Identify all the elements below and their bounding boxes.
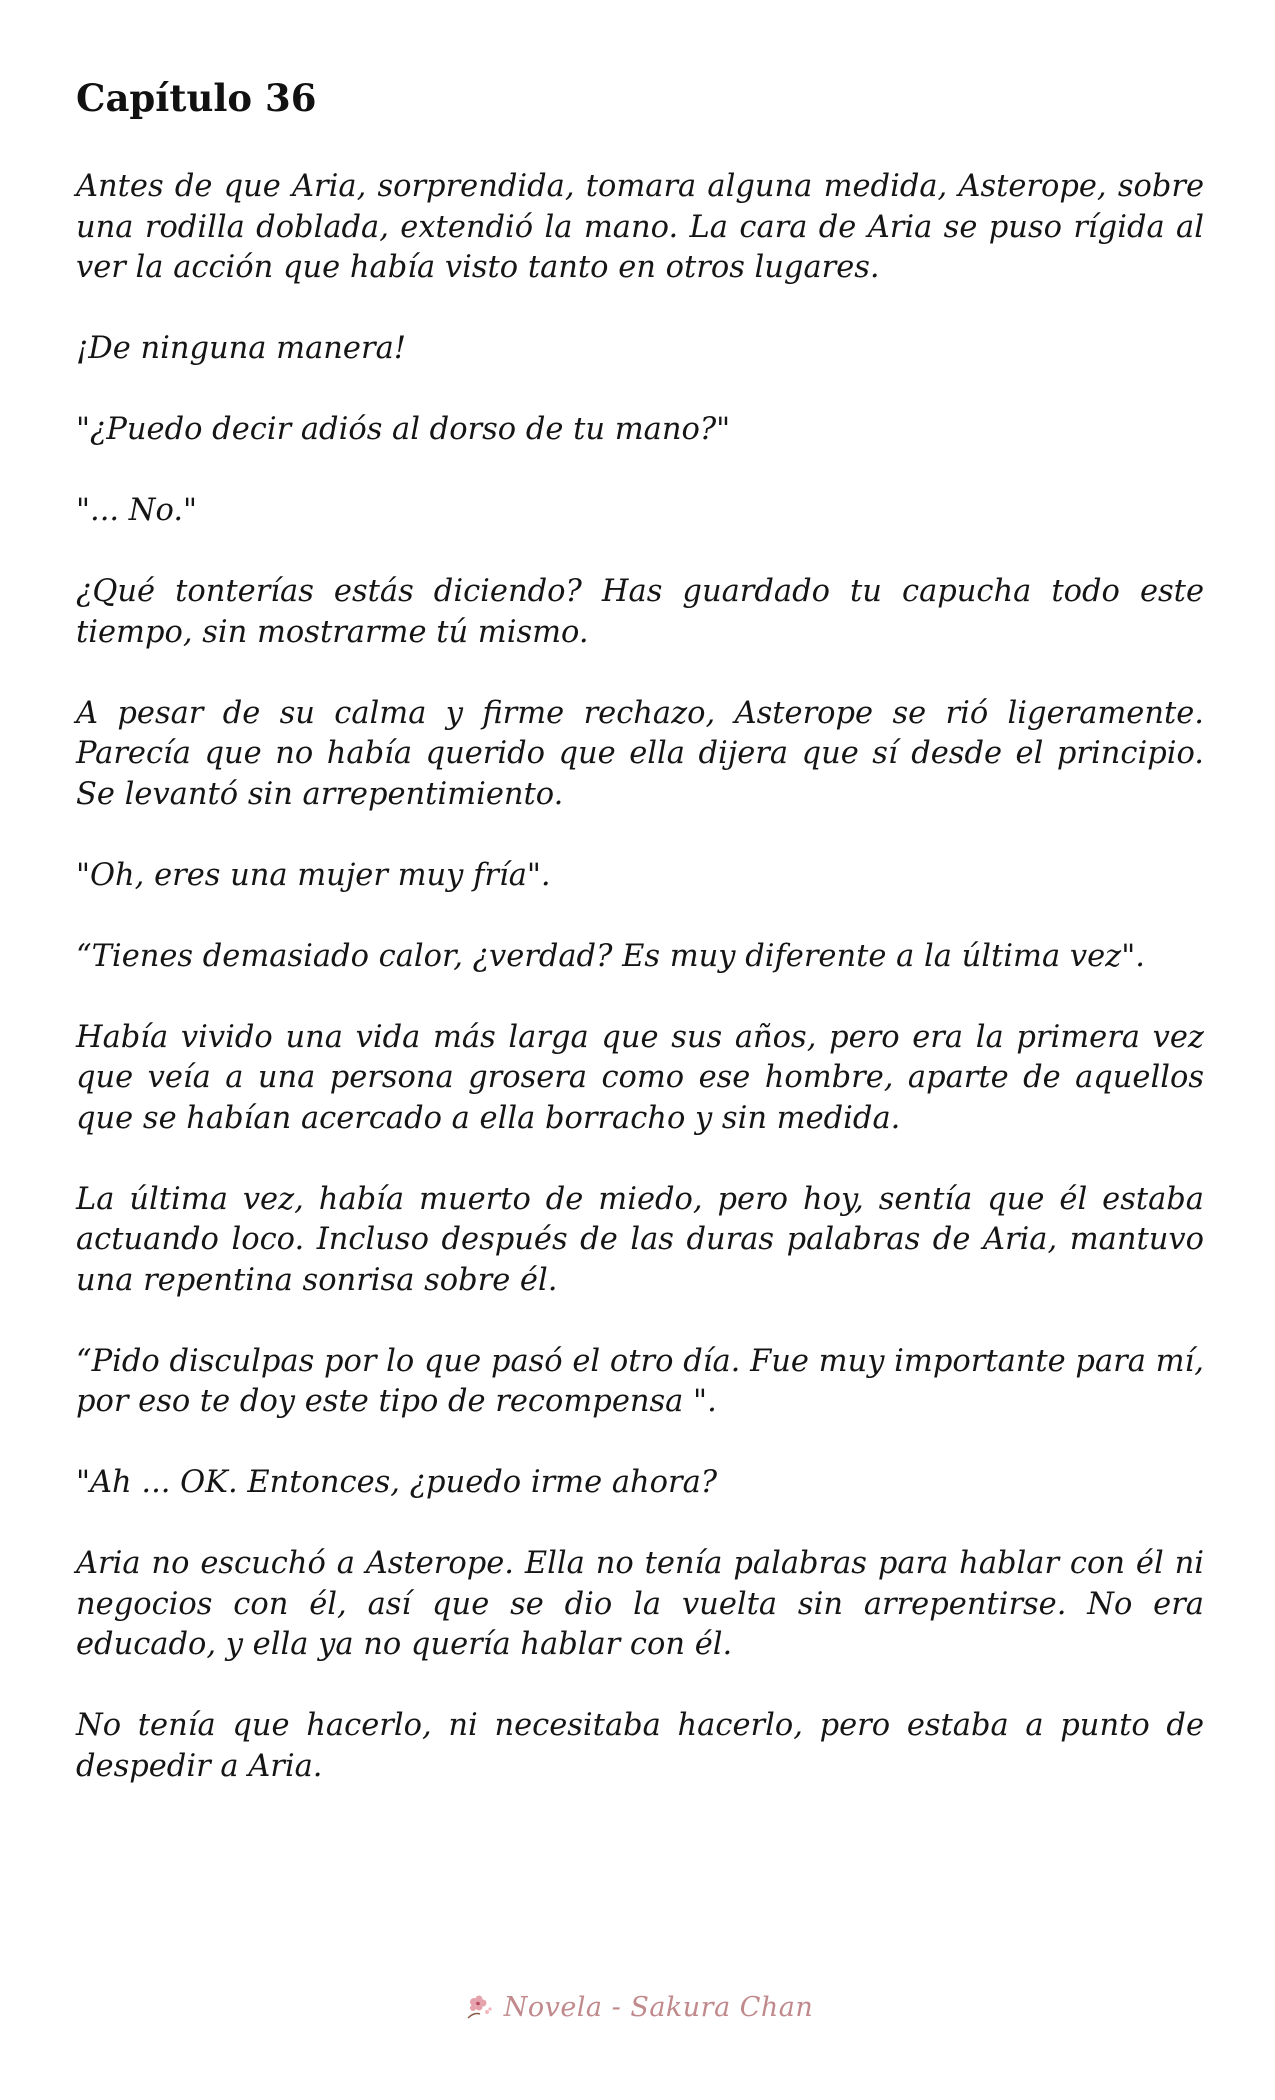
paragraph: "... No." xyxy=(76,493,198,528)
paragraph: No tenía que hacerlo, ni necesitaba hacerlo, pero estaba a punto de despedir a Aria. xyxy=(76,1708,1204,1784)
paragraph: Aria no escuchó a Asterope. Ella no tenía palabras para hablar con él ni negocios con él, así que se dio la vuelta sin arrepentirse. No era educado, y ella ya no quería hablar con él. xyxy=(76,1546,1204,1662)
chapter-title: Capítulo 36 xyxy=(76,76,317,120)
paragraph: "Oh, eres una mujer muy fría". xyxy=(76,857,551,893)
watermark xyxy=(462,1990,814,2024)
paragraph: "¿Puedo decir adiós al dorso de tu mano?" xyxy=(76,412,731,447)
paragraph: ¡De ninguna manera! xyxy=(76,331,407,366)
document-page xyxy=(76,72,1204,1828)
sakura-flower-icon xyxy=(462,1990,496,2024)
paragraph: ¿Qué tonterías estás diciendo? Has guardado tu capucha todo este tiempo, sin mostrarme tú mismo. xyxy=(76,574,1204,650)
paragraph: “Pido disculpas por lo que pasó el otro día. Fue muy importante para mí, por eso te doy este tipo de recompensa ". xyxy=(76,1343,1204,1419)
paragraph: Antes de que Aria, sorprendida, tomara alguna medida, Asterope, sobre una rodilla doblada, extendió la mano. La cara de Aria se puso rígida al ver la acción que había visto tanto en otros lugares. xyxy=(76,169,1204,285)
watermark-text: Novela - Sakura Chan xyxy=(503,1991,814,2023)
footer xyxy=(0,1990,1275,2029)
paragraph: La última vez, había muerto de miedo, pero hoy, sentía que él estaba actuando loco. Incluso después de las duras palabras de Aria, mantuvo una repentina sonrisa sobre él. xyxy=(76,1181,1204,1298)
chapter-body xyxy=(76,167,1204,1787)
paragraph: “Tienes demasiado calor, ¿verdad? Es muy diferente a la última vez". xyxy=(76,938,1145,974)
paragraph: Había vivido una vida más larga que sus años, pero era la primera vez que veía a una persona grosera como ese hombre, aparte de aquellos que se habían acercado a ella borracho y sin medida. xyxy=(76,1019,1204,1136)
paragraph: A pesar de su calma y firme rechazo, Asterope se rió ligeramente. Parecía que no había querido que ella dijera que sí desde el principio. Se levantó sin arrepentimiento. xyxy=(76,695,1204,812)
paragraph: "Ah ... OK. Entonces, ¿puedo irme ahora? xyxy=(76,1465,718,1500)
